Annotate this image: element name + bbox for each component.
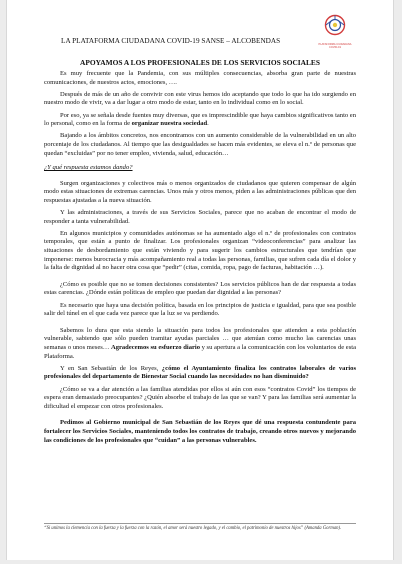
paragraph: Por eso, ya se señala desde fuentes muy diversas, que es imprescindible que haya cambios significativos tanto en lo personal, como en la forma de organizar nuestra sociedad. [44,111,356,128]
platform-logo [317,12,353,49]
footer-quote: “Si unimos la clemencia con la fuerza y la fuerza con la razón, el amor será nuestro legado, y el cambio, el patrimonio de nuestros hijos” (Amanda Gorman). [44,523,356,532]
paragraph: Y las administraciones, a través de sus Servicios Sociales, parece que no acaban de encontrar el modo de responder a tanta vulnerabilidad. [44,209,356,225]
paragraph: En algunos municipios y comunidades autónomas se ha aumentado algo el n.º de profesionales con contratos temporales, que están a punto de finalizar. Los profesionales organizan “videoconferencias” para analizar las situaciones de desbordamiento que están viviendo y para sugerir los cambios estructurales que tendrían que imponerse: menos burocracia y más acompañamiento real a todas las personas, familias, que sufren cada día el dolor y la falta de dignidad al no hacer otra cosa que “pedir” (citas, comida, ropa, pago de facturas, habitación …). [44,229,356,272]
closing-demand: Pedimos al Gobierno municipal de San Sebastián de los Reyes que dé una respuesta contundente para fortalecer los Servicios Sociales, manteniendo todos los contratos de trabajo, creando otros nuevos y mejorando las condiciones de los profesionales que “cuidan” a las personas vulnerables. [44,419,356,444]
organization-header: LA PLATAFORMA CIUDADANA COVID-19 SANSE – ALCOBENDAS [61,37,281,45]
paragraph: ¿Cómo se va a dar atención a las familias atendidas por ellos si aún con esos “contratos Covid” los tiempos de espera eran demasiado preocupantes? ¿Quién absorbe el trabajo de las que se van? Y para las familias será aumentar la dificultad el empezar con otros profesionales. [44,385,356,410]
logo-emblem-icon [317,12,353,46]
paragraph: Después de más de un año de convivir con este virus hemos ido aceptando que todo lo que ha ido surgiendo en nuestro modo de vivir, va a dar lugar a otro modo de estar, tanto en lo individual como en lo social. [44,90,356,107]
paragraph: Es necesario que haya una decisión política, basada en los principios de justicia e igualdad, para que sea posible salir del túnel en el que cada vez parece que la luz se va perdiendo. [44,301,356,318]
paragraph: Surgen organizaciones y colectivos más o menos organizados de ciudadanos que quieren compensar de algún modo estas situaciones de extremas carencias. Unos más y otros menos, piden a las administraciones públicas que den respuestas ajustadas a la nueva situación. [44,179,356,204]
emphasis-text: organizar nuestra sociedad [131,120,208,128]
document-body [44,70,356,449]
section-subheading: ¿Y qué respuesta estamos dando? [44,164,133,172]
emphasis-text: ¿cómo el Ayuntamiento finaliza los contratos laborales de varios profesionales del departamento de Bienestar Social cuando las necesidades no han disminuido? [44,364,357,381]
document-title: APOYAMOS A LOS PROFESIONALES DE LOS SERVICIOS SOCIALES [80,58,320,67]
paragraph: Es muy frecuente que la Pandemia, con sus múltiples consecuencias, absorba gran parte de nuestras comunicaciones, de nuestros actos, emociones, …. [44,70,356,86]
paragraph: ¿Cómo es posible que no se tomen decisiones consistentes? Los servicios públicos han de dar respuesta a todas estas carencias. ¿Dónde están políticas de empleo que puedan dar dignidad a las personas? [44,280,356,297]
paragraph: Y en San Sebastián de los Reyes, ¿cómo el Ayuntamiento finaliza los contratos laborales de varios profesionales del departamento de Bienestar Social cuando las necesidades no han disminuido? [44,364,357,381]
paragraph: Bajando a los ámbitos concretos, nos encontramos con un aumento considerable de la vulnerabilidad en un alto porcentaje de los ciudadanos. Al tiempo que las desigualdades se hacen más evidentes, se eleva el n.º de personas que quedan “excluidas” por no tener empleo, vivienda, salud, educación… [44,132,356,157]
document-page [6,0,394,560]
paragraph: Sabemos lo dura que esta siendo la situación para todos los profesionales que atienden a esta población vulnerable, sabiendo que sólo pueden tramitar ayudas parciales … que atenúan como mucho las carencias unas semanas o unos meses… Agradecemos su esfuerzo diario y su apertura a la comunicación con los voluntarios de esta Plataforma. [44,326,356,360]
emphasis-text: Agradecemos su esfuerzo diario [111,344,200,351]
logo-caption: PLATAFORMA CIUDADANA COVID-19 [318,43,352,49]
